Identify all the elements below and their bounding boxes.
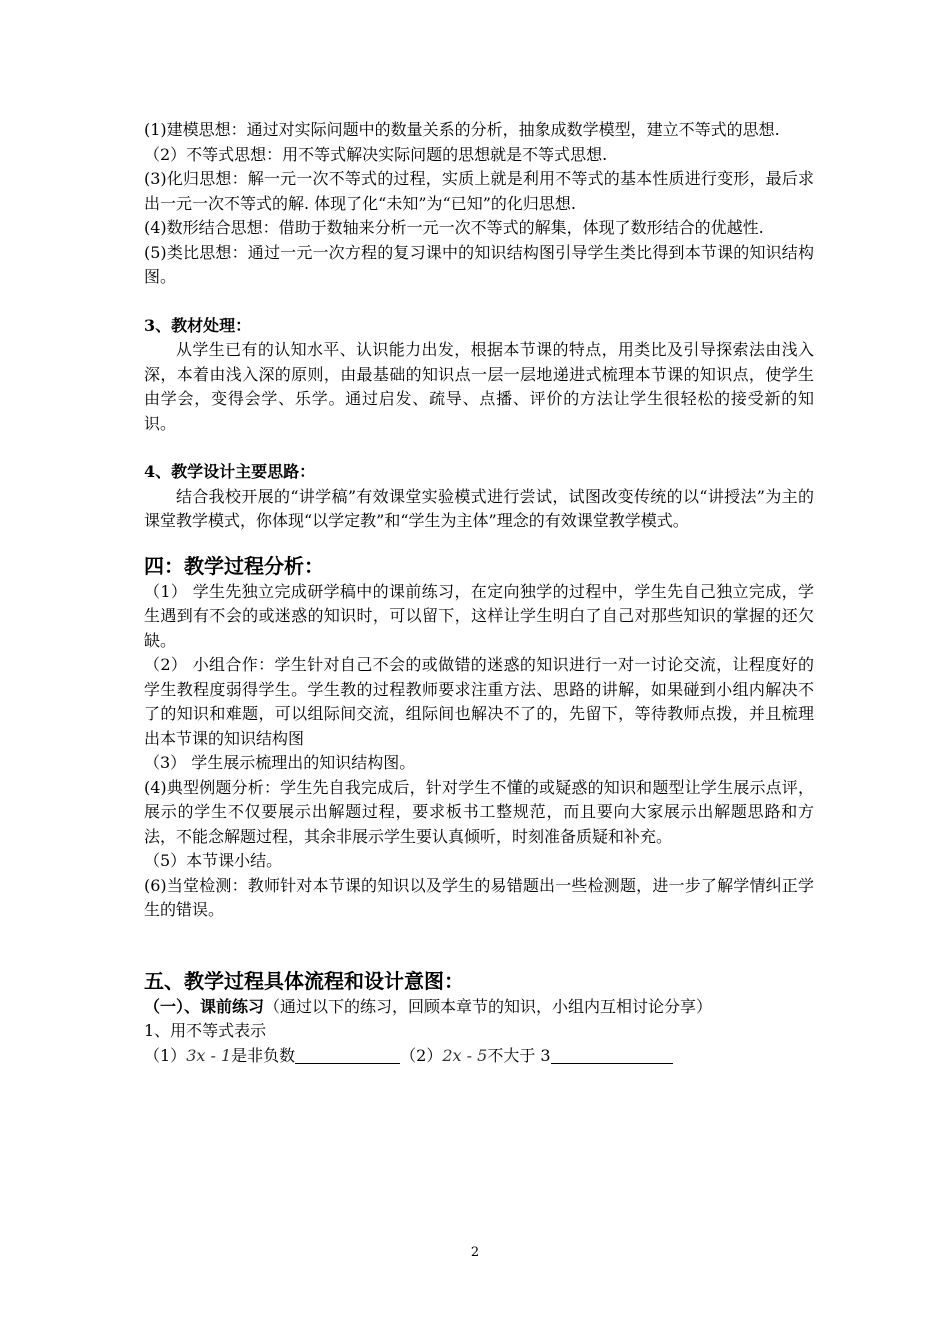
q2-label: （2） (400, 1045, 443, 1065)
section3-heading: 3、教材处理： (144, 315, 252, 335)
document-page (144, 118, 814, 1068)
thought-2: （2）不等式思想：用不等式解决实际问题的思想就是不等式思想. (144, 144, 608, 164)
thought-1: (1)建模思想：通过对实际问题中的数量关系的分析，抽象成数学模型，建立不等式的思想. (144, 120, 780, 139)
part4-item-1: （1） 学生先独立完成研学稿中的课前练习，在定向独学的过程中，学生先自己独立完成，学生遇到有不会的或迷惑的知识时，可以留下，这样让学生明白了自己对那些知识的掌握的还欠缺。 (144, 581, 814, 650)
q1-label: （1） (144, 1045, 187, 1065)
part4-item-3: （3） 学生展示梳理出的知识结构图。 (144, 753, 416, 772)
section4-heading: 4、教学设计主要思路： (144, 462, 316, 481)
thought-5: (5)类比思想：通过一元一次方程的复习课中的知识结构图引导学生类比得到本节课的知识结构图。 (144, 242, 814, 286)
thought-3: (3)化归思想：解一元一次不等式的过程，实质上就是利用不等式的基本性质进行变形，最后求出一元一次不等式的解. 体现了化“未知”为“已知”的化归思想. (144, 169, 814, 213)
q1-expression: 3x - 1 (186, 1045, 232, 1065)
part4-item-6: (6)当堂检测：教师针对本节课的知识以及学生的易错题出一些检测题，进一步了解学情纠正学生的错误。 (144, 875, 814, 919)
section3-body: 从学生已有的认知水平、认识能力出发，根据本节课的特点，用类比及引导探索法由浅入深，本着由浅入深的原则，由最基础的知识点一层一层地递进式梳理本节课的知识点，使学生由学会，变得会学、乐学。通过启发、疏导、点播、评价的方法让学生很轻松的接受新的知识。 (144, 340, 814, 433)
part4-item-2: （2） 小组合作：学生针对自己不会的或做错的迷惑的知识进行一对一讨论交流，让程度好的学生教程度弱得学生。学生教的过程教师要求注重方法、思路的讲解，如果碰到小组内解决不了的知识和难题，可以组际间交流，组际间也解决不了的，先留下，等待教师点拨，并且梳理出本节课的知识结构图 (144, 655, 814, 748)
question-title: 1、用不等式表示 (144, 1021, 267, 1040)
q2-answer-blank[interactable] (551, 1045, 673, 1064)
q2-expression: 2x - 5 (442, 1045, 488, 1065)
part4-item-4: (4)典型例题分析：学生先自我完成后，针对学生不懂的或疑惑的知识和题型让学生展示点评，展示的学生不仅要展示出解题过程，要求板书工整规范，而且要向大家展示出解题思路和方法，不能念解题过程，其余非展示学生要认真倾听，时刻准备质疑和补充。 (144, 777, 814, 846)
part5-subheading (144, 995, 814, 1020)
thought-4: (4)数形结合思想：借助于数轴来分析一元一次不等式的解集，体现了数形结合的优越性. (144, 218, 764, 237)
part5-subheading-note: （通过以下的练习，回顾本章节的知识，小组内互相讨论分享） (264, 996, 713, 1016)
q1-text: 是非负数 (231, 1045, 296, 1065)
q1-answer-blank[interactable] (295, 1045, 400, 1064)
question-row (144, 1044, 814, 1069)
q2-text: 不大于 3 (487, 1045, 551, 1065)
part5-heading: 五、教学过程具体流程和设计意图： (144, 968, 464, 993)
part5-subheading-bold: （一）、课前练习 (144, 996, 265, 1016)
part4-item-5: （5）本节课小结。 (144, 851, 283, 870)
page-number: 2 (470, 1245, 480, 1260)
part4-heading: 四：教学过程分析： (144, 553, 324, 578)
section4-body: 结合我校开展的“讲学稿”有效课堂实验模式进行尝试，试图改变传统的以“讲授法”为主的课堂教学模式，你体现“以学定教”和“学生为主体”理念的有效课堂教学模式。 (144, 486, 814, 530)
